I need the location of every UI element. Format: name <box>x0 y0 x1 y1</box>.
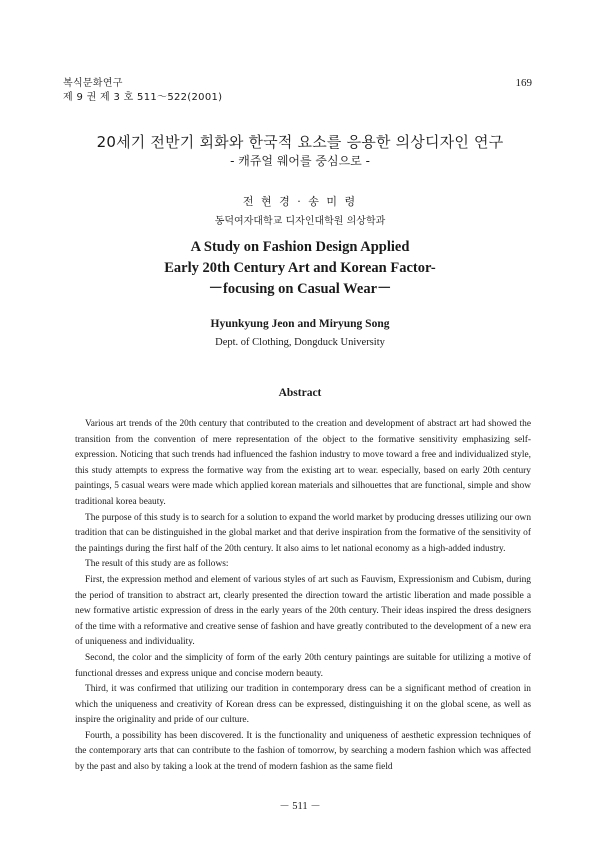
english-title-line-1: A Study on Fashion Design Applied <box>190 239 410 255</box>
korean-title: 20세기 전반기 회화와 한국적 요소를 응용한 의상디자인 연구 <box>96 133 504 151</box>
footer-page-number: － 511 － <box>279 801 321 812</box>
english-title-line-3: －focusing on Casual Wear－ <box>208 281 392 297</box>
korean-affiliation: 동덕여자대학교 디자인대학원 의상학과 <box>214 216 386 227</box>
journal-header <box>63 77 222 105</box>
abstract-paragraph: Second, the color and the simplicity of form of the early 20th century paintings are suitable for utilizing a motive of functional dresses and express unique and concise modern beauty. <box>75 652 531 679</box>
abstract-paragraph: The result of this study are as follows: <box>85 559 229 570</box>
abstract-body <box>75 417 531 776</box>
abstract-paragraph: Third, it was confirmed that utilizing our tradition in contemporary dress can be a significant method of creation in which the uniqueness and creativity of Korean dress can be expressed, distinguishing it on the global scene, as well as inspire the originality and pride of our culture. <box>75 684 531 726</box>
abstract-paragraph: Various art trends of the 20th century that contributed to the creation and development of abstract art had showed the transition from the convention of mere representation of the object to the formative sensitivity emphasizing self-expression. Noticing that such trends had influenced the fashion industry to move toward a free and individualized style, this study attempts to express the formative way from the existing art to wear. especially, based on early 20th century paintings, 5 casual wears were made which applied korean materials and silhouettes that are functional, simple and show traditional korea beauty. <box>75 419 531 507</box>
page-number-top: 169 <box>515 77 532 89</box>
abstract-paragraph: First, the expression method and element of various styles of art such as Fauvism, Expressionism and Cubism, during the period of transition to abstract art, clearly presented the direction toward the artistic liberation and made possible a new formative artistic expression of dress in the early years of the 20th century. Their ideas inspired the dress designers of the time with a reformative and creative sense of fashion and have greatly contributed to the development of a new era of uniqueness and individuality. <box>75 574 531 648</box>
abstract-paragraph: Fourth, a possibility has been discovered. It is the functionality and uniqueness of aesthetic expression techniques of the contemporary arts that can contribute to the fashion of tomorrow, by searching a modern fashion which was affected by the past and also by taking a look at the trend of modern fashion as the same field <box>75 730 531 773</box>
english-authors: Hyunkyung Jeon and Miryung Song <box>210 318 390 330</box>
english-title-line-2: Early 20th Century Art and Korean Factor- <box>164 260 436 276</box>
journal-name: 복식문화연구 <box>63 78 123 89</box>
korean-authors: 전 현 경 · 송 미 령 <box>242 195 358 208</box>
volume-info: 제 9 권 제 3 호 511～522(2001) <box>63 92 223 103</box>
korean-subtitle: - 캐쥬얼 웨어를 중심으로 - <box>230 154 370 168</box>
english-affiliation: Dept. of Clothing, Dongduck University <box>215 337 385 348</box>
english-title <box>0 237 600 300</box>
abstract-heading: Abstract <box>278 387 322 399</box>
abstract-paragraph: The purpose of this study is to search for a solution to expand the world market by producing dresses utilizing our own tradition that can be distinguished in the global market and that derive inspiration from the formative of the sensitivity of the paintings during the first half of the 20th century. It also aims to let national economy as a high-added industry. <box>75 512 532 554</box>
